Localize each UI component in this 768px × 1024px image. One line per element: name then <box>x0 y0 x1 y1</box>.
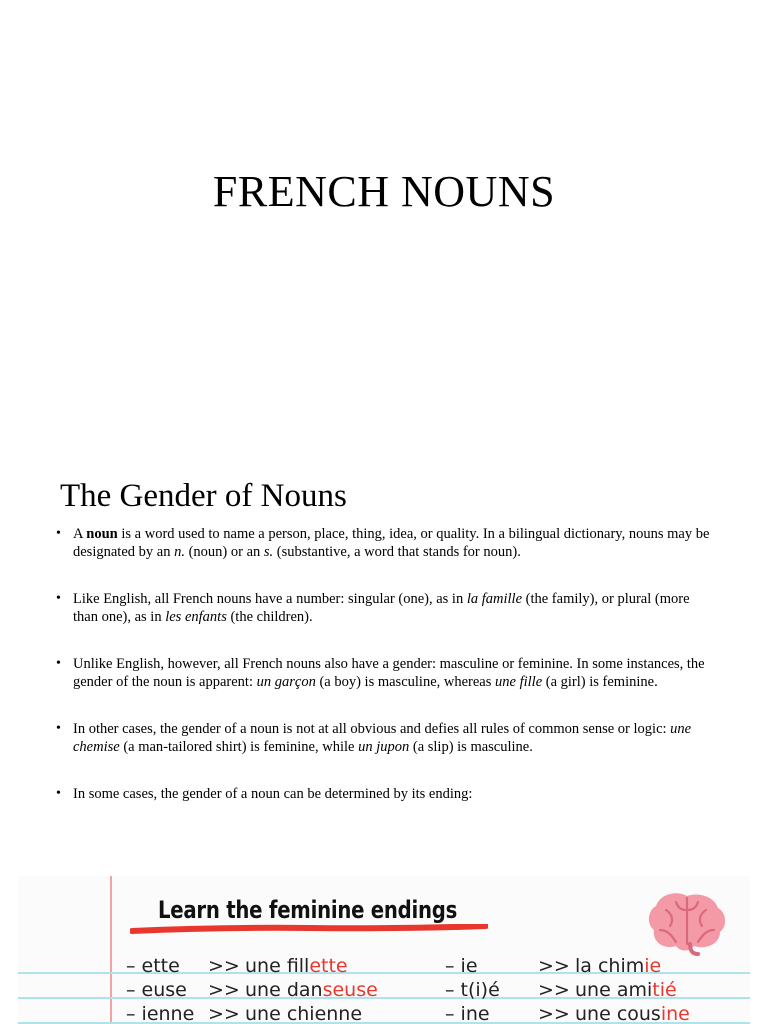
example-ending: seuse <box>322 979 378 1001</box>
notebook-margin-line <box>110 876 112 1024</box>
italic-term: un garçon <box>256 674 316 690</box>
text: In other cases, the gender of a noun is not at all obvious and defies all rules of common sense or logic: <box>73 721 671 737</box>
italic-term: les enfants <box>165 609 227 625</box>
ending-row <box>18 955 750 977</box>
text: A <box>73 526 87 542</box>
page-title: FRENCH NOUNS <box>212 167 556 216</box>
text: In some cases, the gender of a noun can be determined by its ending: <box>73 786 473 802</box>
italic-term: la famille <box>466 591 523 607</box>
arrow: >> <box>538 955 570 977</box>
bullet-dot: • <box>56 656 61 671</box>
example-ending: ette <box>309 955 348 977</box>
ending: – euse <box>126 979 187 1001</box>
ending: – ienne <box>126 1003 195 1024</box>
ending: – ie <box>445 955 478 977</box>
feminine-endings-graphic <box>18 876 750 1024</box>
example-ending: ine <box>660 1003 690 1024</box>
text: (substantive, a word that stands for noun). <box>273 544 521 560</box>
list-item <box>56 590 716 626</box>
example <box>245 1003 362 1024</box>
text: is a word used to name a person, place, thing, idea, or quality. In a bilingual dictionary, nouns may be designated by an <box>73 526 710 560</box>
ending: – t(i)é <box>445 979 500 1001</box>
example-stem: la chim <box>575 955 645 977</box>
example-stem: une dan <box>245 979 323 1001</box>
example <box>245 979 378 1001</box>
bullet-list <box>56 525 716 803</box>
example <box>575 979 677 1001</box>
red-underline-stroke <box>130 924 488 934</box>
italic-term: une fille <box>495 674 543 690</box>
bullet-dot: • <box>56 526 61 541</box>
text: (the family), or plural (more than one), as in <box>73 591 690 625</box>
text: (the children). <box>226 609 313 625</box>
example <box>575 955 661 977</box>
italic-term: n. <box>174 544 185 560</box>
list-item <box>56 655 716 691</box>
list-item <box>56 785 716 803</box>
ending: – ine <box>445 1003 490 1024</box>
italic-term: s. <box>263 544 274 560</box>
arrow: >> <box>208 955 240 977</box>
text: Unlike English, however, all French nouns also have a gender: masculine or feminine. In some instances, the gender of the noun is apparent: <box>73 656 705 690</box>
text: Like English, all French nouns have a number: singular (one), as in <box>73 591 467 607</box>
text: (noun) or an <box>184 544 264 560</box>
ending: – ette <box>126 955 180 977</box>
bullet-dot: • <box>56 786 61 801</box>
example-ending: tié <box>652 979 677 1001</box>
ending-row <box>18 1003 750 1024</box>
text: (a boy) is masculine, whereas <box>315 674 496 690</box>
example-stem: une ami <box>575 979 653 1001</box>
example <box>575 1003 690 1024</box>
section-heading: The Gender of Nouns <box>60 478 347 514</box>
brain-icon <box>646 890 728 956</box>
example-stem: une chienne <box>245 1003 363 1024</box>
list-item <box>56 720 716 756</box>
bold-term: noun <box>86 526 118 542</box>
text: (a man-tailored shirt) is feminine, while <box>119 739 359 755</box>
italic-term: un jupon <box>358 739 410 755</box>
list-item <box>56 525 716 561</box>
text: (a slip) is masculine. <box>409 739 533 755</box>
notebook-title: Learn the feminine endings <box>158 896 458 924</box>
italic-term: une chemise <box>73 721 692 755</box>
arrow: >> <box>538 1003 570 1024</box>
ending-row <box>18 979 750 1001</box>
arrow: >> <box>208 1003 240 1024</box>
example <box>245 955 348 977</box>
text: (a girl) is feminine. <box>542 674 658 690</box>
example-ending: ie <box>644 955 662 977</box>
bullet-dot: • <box>56 591 61 606</box>
example-stem: une cous <box>575 1003 661 1024</box>
bullet-dot: • <box>56 721 61 736</box>
arrow: >> <box>538 979 570 1001</box>
example-stem: une fill <box>245 955 310 977</box>
arrow: >> <box>208 979 240 1001</box>
